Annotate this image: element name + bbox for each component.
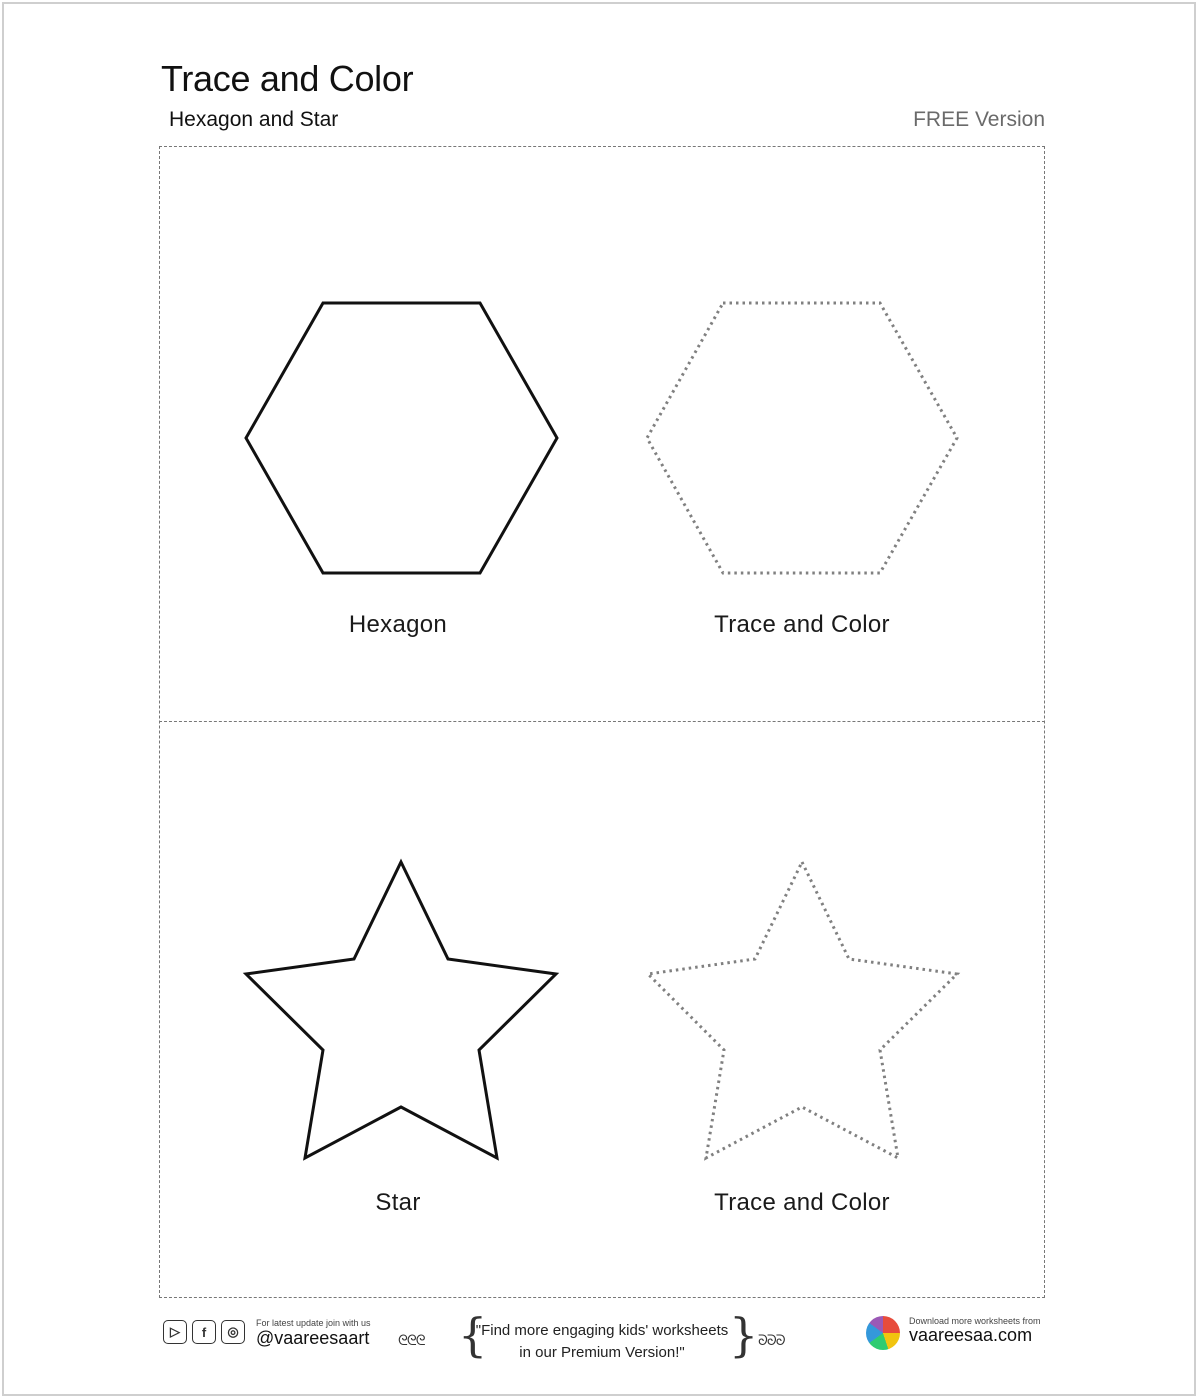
- youtube-icon[interactable]: ▷: [163, 1320, 187, 1344]
- version-label: FREE Version: [913, 108, 1045, 131]
- star-trace-shape[interactable]: [648, 862, 957, 1158]
- star-trace-label: Trace and Color: [714, 1189, 890, 1216]
- swirl-right-icon: ᘐᘐᘐ: [758, 1332, 785, 1348]
- facebook-icon[interactable]: f: [192, 1320, 216, 1344]
- download-note: Download more worksheets from: [909, 1316, 1041, 1326]
- hexagon-shape: [246, 303, 557, 573]
- page-title: Trace and Color: [161, 58, 414, 99]
- social-icons: [163, 1320, 245, 1344]
- hexagon-trace-label: Trace and Color: [714, 611, 890, 638]
- hexagon-trace-shape[interactable]: [647, 303, 957, 573]
- site-link[interactable]: vaareesaa.com: [909, 1325, 1033, 1345]
- swirl-left-icon: ᘓᘓᘓ: [398, 1332, 425, 1348]
- star-shape: [246, 862, 556, 1158]
- premium-promo: [474, 1320, 730, 1364]
- brand-logo-icon: [866, 1316, 900, 1350]
- brace-right-icon: }: [729, 1308, 759, 1362]
- instagram-icon[interactable]: ◎: [221, 1320, 245, 1344]
- social-handle[interactable]: @vaareesaart: [256, 1328, 370, 1348]
- promo-line-1: "Find more engaging kids' worksheets: [475, 1322, 729, 1339]
- join-note: For latest update join with us: [256, 1318, 371, 1328]
- hexagon-label: Hexagon: [348, 611, 448, 638]
- page-subtitle: Hexagon and Star: [169, 108, 339, 131]
- brace-left-icon: {: [458, 1308, 488, 1362]
- promo-line-2: in our Premium Version!": [519, 1344, 685, 1361]
- star-label: Star: [375, 1189, 421, 1216]
